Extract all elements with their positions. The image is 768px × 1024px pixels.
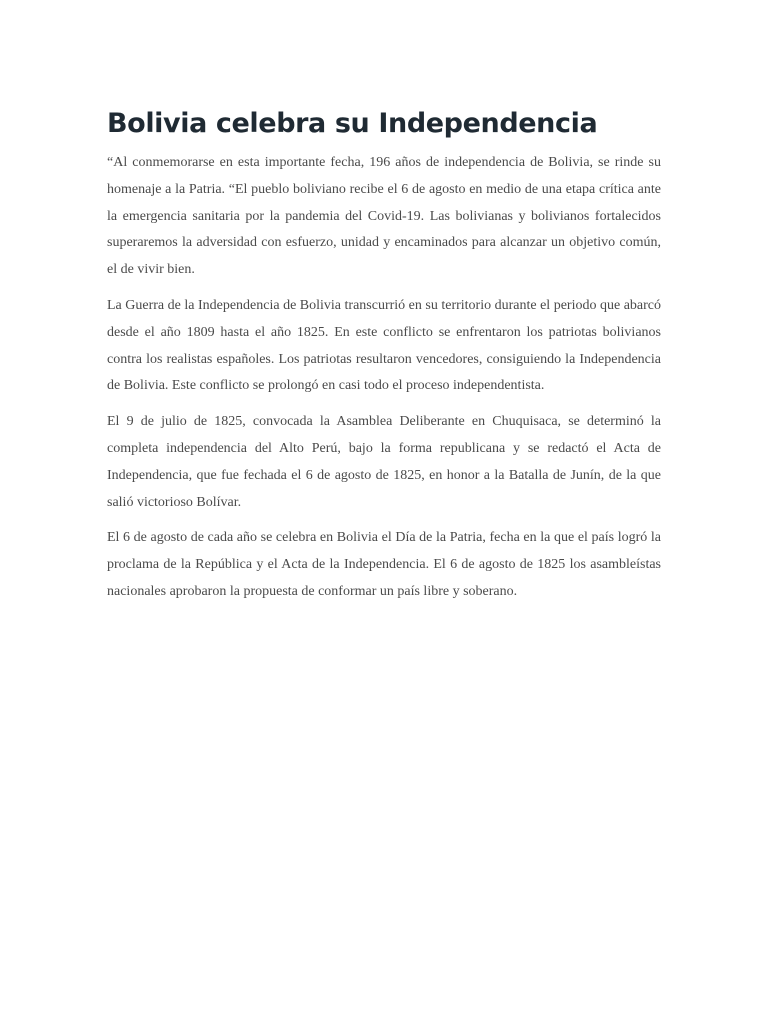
paragraph-intro-quote: “Al conmemorarse en esta importante fecha, 196 años de independencia de Bolivia, se rinde su homenaje a la Patria. “El pueblo boliviano recibe el 6 de agosto en medio de una etapa crítica ante la emergencia sanitaria por la pandemia del Covid-19. Las bolivianas y bolivianos fortalecidos superaremos la adversidad con esfuerzo, unidad y encaminados para alcanzar un objetivo común, el de vivir bien. <box>107 155 661 278</box>
paragraph-dia-de-la-patria: El 6 de agosto de cada año se celebra en Bolivia el Día de la Patria, fecha en la que el país logró la proclama de la República y el Acta de la Independencia. El 6 de agosto de 1825 los asambleístas nacionales aprobaron la propuesta de conformar un país libre y soberano. <box>107 530 661 599</box>
paragraph-war-of-independence: La Guerra de la Independencia de Bolivia transcurrió en su territorio durante el periodo que abarcó desde el año 1809 hasta el año 1825. En este conflicto se enfrentaron los patriotas bolivianos contra los realistas españoles. Los patriotas resultaron vencedores, consiguiendo la Independencia de Bolivia. Este conflicto se prolongó en casi todo el proceso independentista. <box>107 297 661 394</box>
paragraph-july-1825-assembly: El 9 de julio de 1825, convocada la Asamblea Deliberante en Chuquisaca, se determinó la completa independencia del Alto Perú, bajo la forma republicana y se redactó el Acta de Independencia, que fue fechada el 6 de agosto de 1825, en honor a la Batalla de Junín, de la que salió victorioso Bolívar. <box>107 414 661 510</box>
document-title: Bolivia celebra su Independencia <box>107 108 598 139</box>
document-body <box>107 104 661 615</box>
